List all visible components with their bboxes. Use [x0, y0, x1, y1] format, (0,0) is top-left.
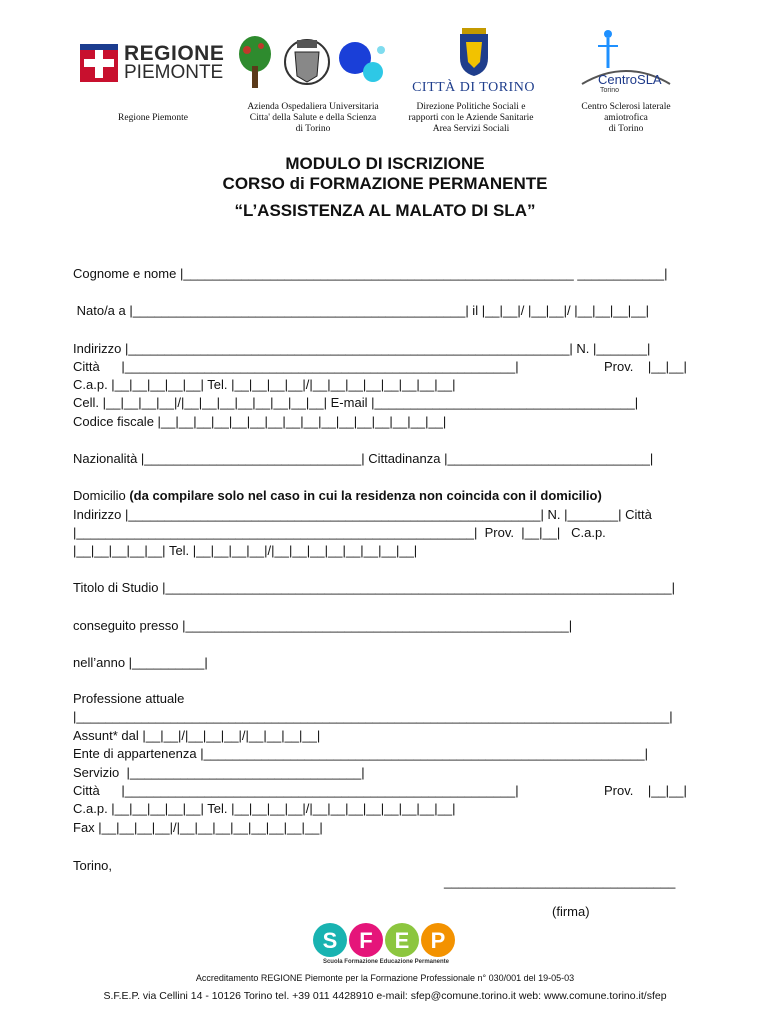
sfep-letter-f: F — [359, 928, 373, 953]
regione-piemonte-logo — [78, 42, 225, 84]
firma-line[interactable]: ________________________________ — [444, 874, 676, 889]
citta-torino-logo — [406, 28, 541, 96]
anno-field[interactable]: nell’anno |__________| — [73, 655, 208, 670]
torino-place: Torino, — [73, 858, 113, 873]
title-line1: MODULO DI ISCRIZIONE — [285, 154, 485, 173]
cap2-tel-field[interactable]: C.a.p. |__|__|__|__|__| Tel. |__|__|__|__|/|__|__|__|__|__|__|__|__| — [73, 801, 456, 816]
citta-field[interactable]: Città |______________________________________________________| — [73, 359, 519, 374]
prov2-field[interactable]: Prov. |__|__| — [604, 783, 687, 798]
sfep-letter-p: P — [430, 928, 446, 953]
servizio-field[interactable]: Servizio |________________________________| — [73, 765, 365, 780]
professione-label: Professione attuale — [73, 691, 185, 706]
torino-crest-icon — [454, 28, 494, 78]
cognome-field[interactable]: Cognome e nome |______________________________________________________ ____________| — [73, 266, 668, 281]
dom-line3-field[interactable]: |__|__|__|__|__| Tel. |__|__|__|__|/|__|__|__|__|__|__|__|__| — [73, 543, 418, 558]
azienda-caption: Azienda Ospedaliera Universitaria Citta' della Salute e della Scienza di Torino — [247, 102, 379, 134]
azienda-ospedaliera-logo — [235, 32, 393, 94]
codice-fiscale-field[interactable]: Codice fiscale |__|__|__|__|__|__|__|__|__|__|__|__|__|__|__|__| — [73, 414, 447, 429]
indirizzo-field[interactable]: Indirizzo |_____________________________________________________________| N. |_______| — [73, 341, 651, 356]
conseguito-field[interactable]: conseguito presso |_____________________________________________________| — [73, 618, 573, 633]
domicilio-heading — [73, 488, 602, 503]
sla-caption: Centro Sclerosi laterale amiotrofica di Torino — [581, 102, 671, 134]
nato-field[interactable]: Nato/a a |______________________________________________| il |__|__|/ |__|__|/ |__|__|__|__| — [73, 303, 649, 318]
title-line3: “L’ASSISTENZA AL MALATO DI SLA” — [234, 201, 536, 220]
regione-shield-icon — [78, 42, 120, 84]
sfep-letter-e: E — [394, 928, 410, 953]
sfep-circles-icon — [310, 920, 462, 960]
assunto-field[interactable]: Assunt* dal |__|__|/|__|__|__|/|__|__|__|__| — [73, 728, 321, 743]
nazionalita-field[interactable]: Nazionalità |______________________________| Cittadinanza |____________________________| — [73, 451, 654, 466]
professione-field[interactable]: |__________________________________________________________________________________| — [73, 709, 673, 724]
sfep-logo — [310, 920, 462, 968]
regione-caption: Regione Piemonte — [118, 113, 188, 123]
centro-sla-logo — [578, 28, 674, 98]
azienda-logos-icon — [235, 32, 393, 94]
firma-label: (firma) — [552, 904, 590, 919]
cell-email-field[interactable]: Cell. |__|__|__|__|/|__|__|__|__|__|__|__|__| E-mail |____________________________________| — [73, 395, 639, 410]
sfep-tagline: Scuola Formazione Educazione Permanente — [322, 959, 450, 965]
dom-line2-field[interactable]: |_______________________________________________________| Prov. |__|__| C.a.p. — [73, 525, 606, 540]
cap-tel-field[interactable]: C.a.p. |__|__|__|__|__| Tel. |__|__|__|__|/|__|__|__|__|__|__|__|__| — [73, 377, 456, 392]
title-line2: CORSO di FORMAZIONE PERMANENTE — [222, 174, 548, 193]
regione-text-line2: PIEMONTE — [124, 62, 224, 83]
titolo-studio-field[interactable]: Titolo di Studio |______________________________________________________________________| — [73, 580, 675, 595]
ente-field[interactable]: Ente di appartenenza |_____________________________________________________________| — [73, 746, 648, 761]
sla-figure-icon — [578, 28, 674, 98]
domicilio-note: (da compilare solo nel caso in cui la residenza non coincida con il domicilio) — [129, 488, 602, 503]
torino-logo-text: CITTÀ DI TORINO — [412, 80, 535, 95]
address-text: S.F.E.P. via Cellini 14 - 10126 Torino tel. +39 011 4428910 e-mail: sfep@comune.torino.it web: www.comune.torino.it/sfep — [103, 990, 667, 1002]
accreditamento-text: Accreditamento REGIONE Piemonte per la Formazione Professionale n° 030/001 del 19-05-03 — [195, 973, 575, 983]
sla-logo-subtext: Torino — [600, 87, 620, 94]
fax-field[interactable]: Fax |__|__|__|__|/|__|__|__|__|__|__|__|__| — [73, 820, 323, 835]
regione-text-line1: REGIONE — [124, 42, 225, 65]
torino-caption: Direzione Politiche Sociali e rapporti con le Aziende Sanitarie Area Servizi Sociali — [408, 102, 534, 134]
sla-logo-text: CentroSLA — [598, 72, 662, 87]
dom-indirizzo-field[interactable]: Indirizzo |_________________________________________________________| N. |_______| Città — [73, 507, 652, 522]
citta2-field[interactable]: Città |______________________________________________________| — [73, 783, 519, 798]
prov-field[interactable]: Prov. |__|__| — [604, 359, 687, 374]
sfep-letter-s: S — [322, 928, 338, 953]
domicilio-label: Domicilio — [73, 488, 130, 503]
